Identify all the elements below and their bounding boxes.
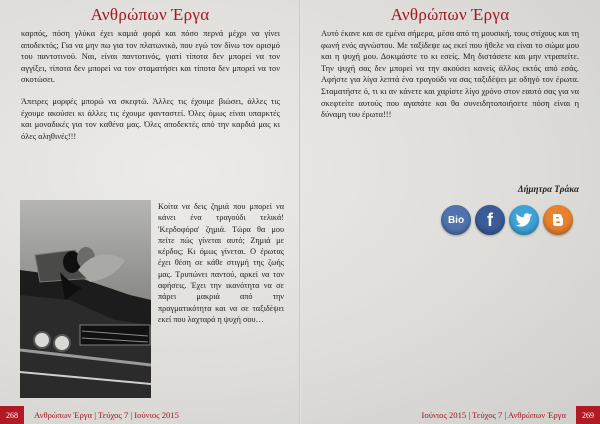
social-buttons [441, 205, 573, 235]
right-article-text [321, 28, 579, 131]
right-page-number: 269 [576, 406, 600, 424]
right-page-header: Ανθρώπων Έργα [390, 5, 510, 24]
blogger-icon[interactable] [543, 205, 573, 235]
facebook-icon[interactable] [475, 205, 505, 235]
couple-car-photo [20, 200, 151, 398]
couple-car-photo-illustration [20, 200, 151, 398]
bio-label: Bio [447, 214, 465, 226]
left-side-text: Κοίτα να δεις ζημιά που μπορεί να κάνει ένα τραγούδι τελικά! 'Κερδοφόρα' ζημιά. Τώρα θα μου πείτε πώς γίνεται αυτό; Ζημιά με κέρδος; Κι όμως γίνεται. Ο έρωτας έχει θέση σε κάθε στιγμή της ζωής μας. Τρυπώνει παντού, αρκεί να τον αφήσεις. Έχει την ικανότητα να σε πάρει μακριά από την πραγματικότητα και να σε ταξιδέψει εκεί που λαχταρά η ψυχή σου… [158, 202, 284, 324]
author-signature: Δήμητρα Τράκα [517, 184, 579, 194]
right-footer [300, 406, 600, 424]
twitter-bird-glyph [515, 213, 533, 228]
blogger-b-glyph [550, 212, 566, 228]
right-page [300, 0, 600, 424]
left-paragraph-1: καρπός, πόση γλύκα έχει καμιά φορά και πόσο περνά μέχρι να γίνει αποδεκτός; Για να μην πω για τον πλατωνικό, που εγώ τον δίνω τον ορισμό του παντοτινού. Ναι, είναι παντοτινός, γιατί τίποτα δεν μπορεί να τον αγγίξει, τίποτα δεν μπορεί να τον σταματήσει και τίποτα δεν μπορεί να τον σκοτώσει. [21, 29, 280, 85]
left-page-number: 268 [0, 406, 24, 424]
right-paragraph: Αυτό έκανε και σε εμένα σήμερα, μέσα από τη μουσική, τους στίχους και τη φωνή ενός αγνώστου. Με ταξίδεψε ως εκεί που ήθελε να είναι το σώμα μου και η ψυχή μου. Δοκιμάστε το κι εσείς. Μη διστάσετε και μην ντραπείτε. Την ψυχή σας δεν μπορεί να την ακούσει κανείς άλλος εκτός από εσάς. Αφήστε για λίγα λεπτά ένα τραγούδι να σας ταξιδέψει με οδηγό τον έρωτα. Σταματήστε ό, τι κι αν κάνετε και χαρίστε λίγο χρόνο στον εαυτό σας για να σκεφτείτε αυτούς που αγαπάτε και θα συνειδητοποιήσετε πόση είναι η δύναμη του έρωτα!!! [321, 29, 579, 120]
left-footer-text: Ανθρώπων Έργα | Τεύχος 7 | Ιούνιος 2015 [34, 410, 179, 420]
facebook-label: f [487, 209, 493, 230]
left-paragraph-2: Άπειρες μορφές μπορώ να σκεφτώ. Άλλες τις έχουμε βιώσει, άλλες τις έχουμε ακούσει κι άλλες τις έχουμε φανταστεί. Όλες όμως είναι υπαρκτές και μοναδικές για τον καθένα μας. Όλες αποδεκτές από την καρδιά μας κι όλες αληθινές!!! [21, 96, 280, 141]
left-article-text [21, 28, 280, 152]
left-page-header: Ανθρώπων Έργα [90, 5, 210, 24]
bio-icon[interactable] [441, 205, 471, 235]
right-footer-text: Ιούνιος 2015 | Τεύχος 7 | Ανθρώπων Έργα [421, 410, 566, 420]
left-footer [0, 406, 300, 424]
twitter-icon[interactable] [509, 205, 539, 235]
